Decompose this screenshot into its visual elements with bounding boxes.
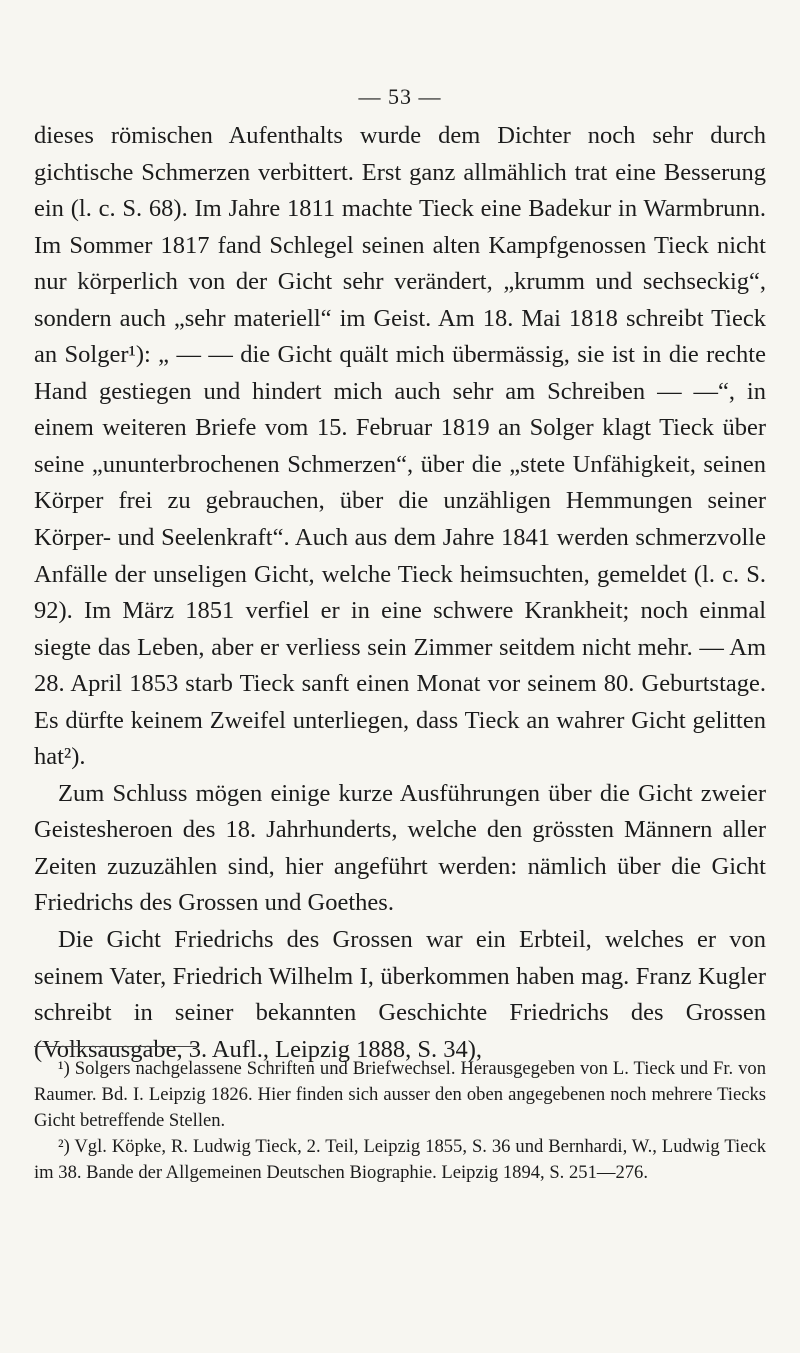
footnotes <box>34 1056 766 1186</box>
page-number: — 53 — <box>358 84 442 109</box>
footnote: ²) Vgl. Köpke, R. Ludwig Tieck, 2. Teil, Leipzig 1855, S. 36 und Bernhardi, W., Ludwig Tieck im 38. Bande der Allgemeinen Deutschen Biographie. Leipzig 1894, S. 251—276. <box>34 1136 766 1183</box>
footnote: ¹) Solgers nachgelassene Schriften und Briefwechsel. Herausgegeben von L. Tieck und Fr. von Raumer. Bd. I. Leipzig 1826. Hier finden sich ausser den oben angegebenen noch mehrere Tiecks Gicht betreffende Stellen. <box>34 1058 766 1131</box>
paragraph: Zum Schluss mögen einige kurze Ausführungen über die Gicht zweier Geistesheroen des 18. Jahrhunderts, welche den grössten Männern aller Zeiten zuzuzählen sind, hier angeführt werden: nämlich über die Gicht Friedrichs des Grossen und Goethes. <box>34 779 766 917</box>
paragraph: dieses römischen Aufenthalts wurde dem Dichter noch sehr durch gichtische Schmerzen verbittert. Erst ganz allmählich trat eine Besserung ein (l. c. S. 68). Im Jahre 1811 machte Tieck eine Badekur in Warmbrunn. Im Sommer 1817 fand Schlegel seinen alten Kampfgenossen Tieck nicht nur körperlich von der Gicht sehr verändert, „krumm und sechseckig“, sondern auch „sehr materiell“ im Geist. Am 18. Mai 1818 schreibt Tieck an Solger¹): „ — — die Gicht quält mich übermässig, sie ist in die rechte Hand gestiegen und hindert mich auch sehr am Schreiben — —“, in einem weiteren Briefe vom 15. Februar 1819 an Solger klagt Tieck über seine „ununterbrochenen Schmerzen“, über die „stete Unfähigkeit, seinen Körper frei zu gebrauchen, über die unzähligen Hemmungen seiner Körper- und Seelenkraft“. Auch aus dem Jahre 1841 werden schmerzvolle Anfälle der unseligen Gicht, welche Tieck heimsuchten, gemeldet (l. c. S. 92). Im März 1851 verfiel er in eine schwere Krankheit; noch einmal siegte das Leben, aber er verliess sein Zimmer seitdem nicht mehr. — Am 28. April 1853 starb Tieck sanft einen Monat vor seinem 80. Geburtstage. Es dürfte keinem Zweifel unterliegen, dass Tieck an wahrer Gicht gelitten hat²). <box>34 122 766 771</box>
body-text <box>34 118 766 1068</box>
paragraph: Die Gicht Friedrichs des Grossen war ein Erbteil, welches er von seinem Vater, Friedrich Wilhelm I, überkommen haben mag. Franz Kugler schreibt in seiner bekannten Geschichte Friedrichs des Grossen (Volksausgabe, 3. Aufl., Leipzig 1888, S. 34), <box>34 926 766 1063</box>
footnote-divider <box>34 1046 198 1047</box>
